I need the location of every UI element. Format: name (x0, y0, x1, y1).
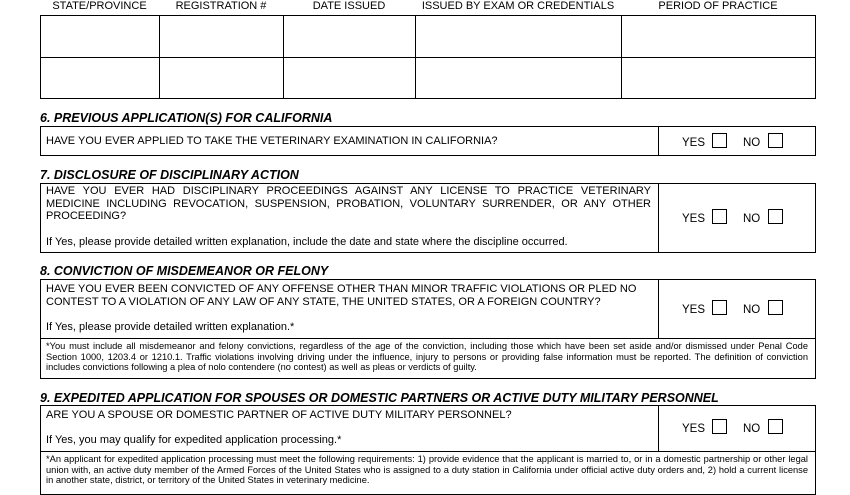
section-8-yes-checkbox[interactable] (712, 300, 727, 315)
section-8-question: HAVE YOU EVER BEEN CONVICTED OF ANY OFFENSE OTHER THAN MINOR TRAFFIC VIOLATIONS OR PLED NO CONTEST TO A VIOLATION OF ANY LAW OF ANY STATE, THE UNITED STATES, OR A FOREIGN COUNTRY? (46, 283, 637, 308)
section-8-note-divider (40, 338, 816, 339)
table-cell-state-1[interactable] (41, 16, 158, 56)
table-cell-date-2[interactable] (284, 58, 414, 98)
column-header-issued-by: ISSUED BY EXAM OR CREDENTIALS (421, 0, 615, 12)
table-cell-state-2[interactable] (41, 58, 158, 98)
table-cell-period-1[interactable] (622, 16, 814, 56)
section-6-yes-checkbox[interactable] (712, 133, 727, 148)
section-7-title: 7. DISCLOSURE OF DISCIPLINARY ACTION (40, 168, 299, 182)
section-7-no-checkbox[interactable] (768, 209, 783, 224)
section-7-instruction: If Yes, please provide detailed written explanation, include the date and state where the discipline occurred. (46, 236, 568, 248)
section-9-question: ARE YOU A SPOUSE OR DOMESTIC PARTNER OF ACTIVE DUTY MILITARY PERSONNEL? (46, 409, 512, 421)
section-7-yes-label: YES (682, 213, 706, 225)
section-8-note: *You must include all misdemeanor and felony convictions, regardless of the age of the conviction, including those which have been set aside and/or dismissed under Penal Code Section 1000, 1203.4 or 1210.1. Traffic violations involving driving under the influence, injury to persons or providing false information must be reported. The definition of conviction includes convictions following a plea of nolo contendere (no contest) as well as pleas or verdicts of guilty. (46, 341, 808, 373)
answer-column-divider (658, 405, 659, 451)
column-header-registration: REGISTRATION # (175, 0, 267, 12)
column-header-state: STATE/PROVINCE (52, 0, 147, 12)
table-cell-date-1[interactable] (284, 16, 414, 56)
section-9-no-checkbox[interactable] (768, 419, 783, 434)
section-7-yes-checkbox[interactable] (712, 209, 727, 224)
answer-column-divider (658, 183, 659, 253)
table-cell-issued-by-2[interactable] (416, 58, 620, 98)
section-8-no-label: NO (743, 304, 761, 316)
answer-column-divider (658, 126, 659, 156)
table-cell-registration-2[interactable] (160, 58, 282, 98)
section-6-no-checkbox[interactable] (768, 133, 783, 148)
section-7-no-label: NO (743, 213, 761, 225)
table-cell-period-2[interactable] (622, 58, 814, 98)
section-8-no-checkbox[interactable] (768, 300, 783, 315)
section-8-instruction: If Yes, please provide detailed written explanation.* (46, 321, 295, 333)
section-9-no-label: NO (743, 423, 761, 435)
section-9-note-divider (40, 451, 816, 452)
section-6-question: HAVE YOU EVER APPLIED TO TAKE THE VETERINARY EXAMINATION IN CALIFORNIA? (46, 135, 498, 147)
section-8-yes-label: YES (682, 304, 706, 316)
section-9-title: 9. EXPEDITED APPLICATION FOR SPOUSES OR DOMESTIC PARTNERS OR ACTIVE DUTY MILITARY PERSONNEL (40, 391, 719, 405)
section-9-yes-label: YES (682, 423, 706, 435)
section-6-title: 6. PREVIOUS APPLICATION(S) FOR CALIFORNIA (40, 111, 333, 125)
column-header-period: PERIOD OF PRACTICE (658, 0, 778, 12)
section-6-yes-label: YES (682, 137, 706, 149)
section-6-no-label: NO (743, 137, 761, 149)
table-cell-registration-1[interactable] (160, 16, 282, 56)
section-9-yes-checkbox[interactable] (712, 419, 727, 434)
section-8-title: 8. CONVICTION OF MISDEMEANOR OR FELONY (40, 264, 329, 278)
column-header-date-issued: DATE ISSUED (312, 0, 386, 12)
section-9-note: *An applicant for expedited application processing must meet the following requirements: 1) provide evidence that the applicant is married to, or in a domestic partnership or other legal union with, an active duty member of the Armed Forces of the United States who is assigned to a duty station in California under official active duty orders and, 2) hold a current license in another state, district, or territory of the United States in veterinary medicine. (46, 454, 808, 486)
table-cell-issued-by-1[interactable] (416, 16, 620, 56)
section-9-instruction: If Yes, you may qualify for expedited application processing.* (46, 434, 342, 446)
answer-column-divider (658, 279, 659, 338)
section-7-question: HAVE YOU EVER HAD DISCIPLINARY PROCEEDINGS AGAINST ANY LICENSE TO PRACTICE VETERINARY MEDICINE INCLUDING REVOCATION, SUSPENSION, PROBATION, VOLUNTARY SURRENDER, OR ANY OTHER PROCEEDING? (46, 185, 651, 222)
